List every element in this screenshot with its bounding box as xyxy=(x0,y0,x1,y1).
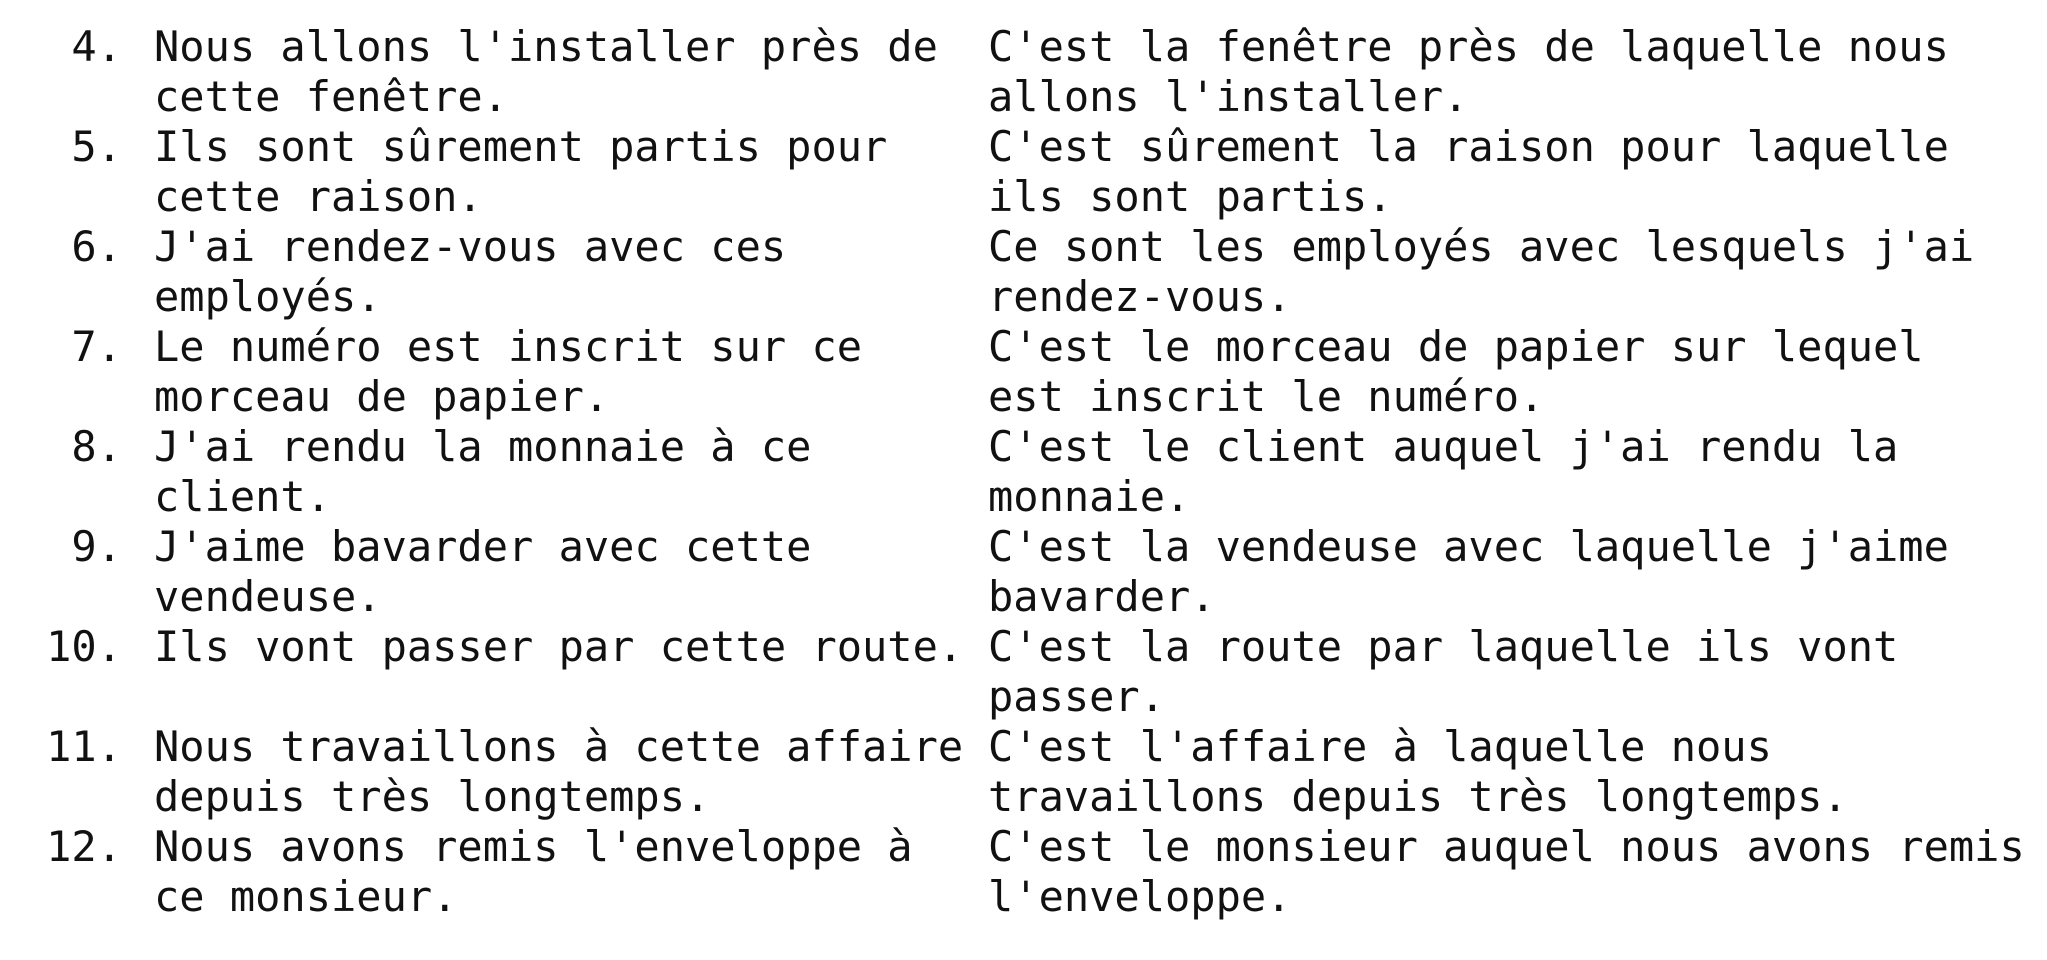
answer-line-1: C'est la vendeuse avec laquelle j'aime xyxy=(988,522,1949,571)
prompt-line-2: depuis très longtemps. xyxy=(154,772,711,821)
prompt-line-1: Nous allons l'installer près de xyxy=(154,22,938,71)
answer-line-2: l'enveloppe. xyxy=(988,872,1292,921)
prompt-line-1: Ils vont passer par cette route. xyxy=(154,622,964,671)
prompt-line-2: ce monsieur. xyxy=(154,872,458,921)
answer-line-2: rendez-vous. xyxy=(988,272,1292,321)
answer-line-2: travaillons depuis très longtemps. xyxy=(988,772,1848,821)
prompt-line-2: morceau de papier. xyxy=(154,372,610,421)
item-number: 10. xyxy=(46,622,122,671)
exercise-item-10 xyxy=(0,622,2047,722)
item-number: 4. xyxy=(71,22,122,71)
prompt-line-1: J'ai rendu la monnaie à ce xyxy=(154,422,812,471)
item-number: 5. xyxy=(71,122,122,171)
answer-line-2: allons l'installer. xyxy=(988,72,1469,121)
item-number: 7. xyxy=(71,322,122,371)
prompt-line-2: employés. xyxy=(154,272,382,321)
answer-line-1: C'est sûrement la raison pour laquelle xyxy=(988,122,1949,171)
item-number: 12. xyxy=(46,822,122,871)
exercise-item-9 xyxy=(0,522,2047,622)
answer-line-2: est inscrit le numéro. xyxy=(988,372,1545,421)
prompt-line-1: J'aime bavarder avec cette xyxy=(154,522,812,571)
exercise-item-6 xyxy=(0,222,2047,322)
item-number: 8. xyxy=(71,422,122,471)
exercise-item-11 xyxy=(0,722,2047,822)
prompt-line-2: cette fenêtre. xyxy=(154,72,509,121)
prompt-line-1: Nous travaillons à cette affaire xyxy=(154,722,964,771)
item-number: 9. xyxy=(71,522,122,571)
prompt-line-1: J'ai rendez-vous avec ces xyxy=(154,222,787,271)
answer-line-1: C'est le morceau de papier sur lequel xyxy=(988,322,1924,371)
exercise-item-5 xyxy=(0,122,2047,222)
item-number: 11. xyxy=(46,722,122,771)
prompt-line-2: vendeuse. xyxy=(154,572,382,621)
exercise-item-8 xyxy=(0,422,2047,522)
answer-line-2: monnaie. xyxy=(988,472,1191,521)
answer-line-2: passer. xyxy=(988,672,1166,721)
prompt-line-1: Ils sont sûrement partis pour xyxy=(154,122,888,171)
answer-line-1: C'est la fenêtre près de laquelle nous xyxy=(988,22,1949,71)
prompt-line-2: client. xyxy=(154,472,332,521)
exercise-sheet xyxy=(0,22,2047,922)
answer-line-2: ils sont partis. xyxy=(988,172,1393,221)
item-number: 6. xyxy=(71,222,122,271)
prompt-line-1: Nous avons remis l'enveloppe à xyxy=(154,822,913,871)
answer-line-1: C'est l'affaire à laquelle nous xyxy=(988,722,1772,771)
answer-line-2: bavarder. xyxy=(988,572,1216,621)
exercise-item-12 xyxy=(0,822,2047,922)
answer-line-1: Ce sont les employés avec lesquels j'ai xyxy=(988,222,1975,271)
prompt-line-2: cette raison. xyxy=(154,172,483,221)
prompt-line-1: Le numéro est inscrit sur ce xyxy=(154,322,863,371)
answer-line-1: C'est le client auquel j'ai rendu la xyxy=(988,422,1899,471)
answer-line-1: C'est la route par laquelle ils vont xyxy=(988,622,1899,671)
exercise-item-7 xyxy=(0,322,2047,422)
exercise-item-4 xyxy=(0,22,2047,122)
answer-line-1: C'est le monsieur auquel nous avons remis xyxy=(988,822,2025,871)
